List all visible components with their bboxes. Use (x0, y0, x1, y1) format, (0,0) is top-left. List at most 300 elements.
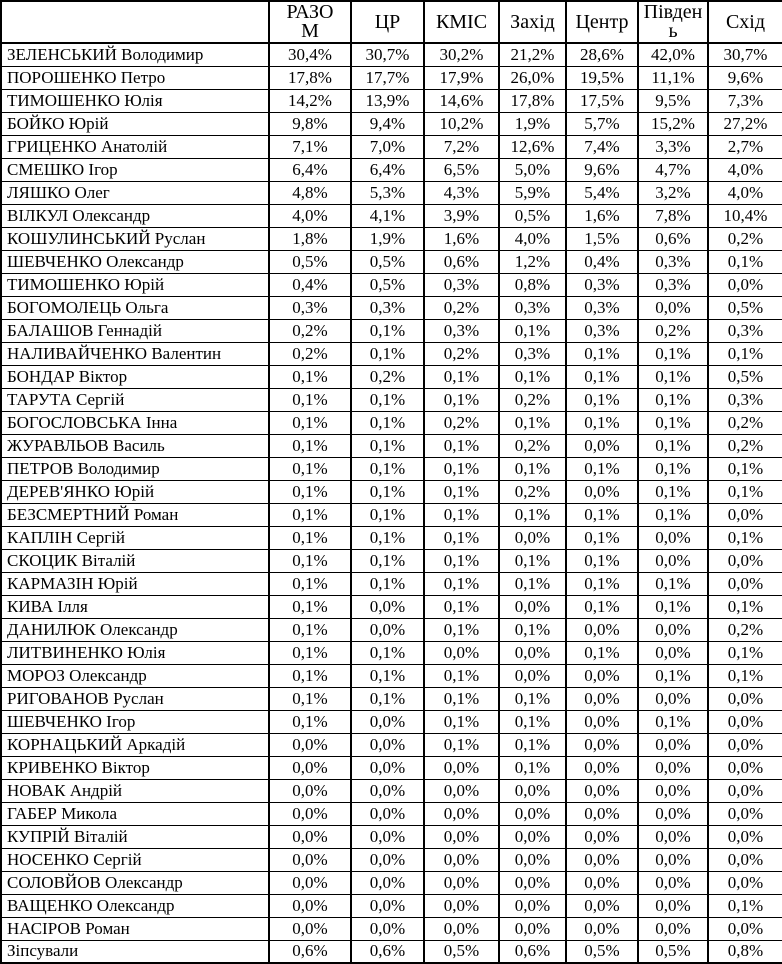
column-header-pivden (638, 1, 708, 43)
value-cell: 0,0% (424, 802, 499, 825)
value-cell: 0,1% (499, 549, 566, 572)
value-cell: 0,1% (638, 664, 708, 687)
row-label-cell: НОСЕНКО Сергій (1, 848, 269, 871)
value-cell: 5,7% (566, 112, 638, 135)
value-cell: 21,2% (499, 43, 566, 66)
table-row (1, 43, 782, 66)
row-label-cell: ВІЛКУЛ Олександр (1, 204, 269, 227)
value-cell: 0,0% (351, 894, 424, 917)
value-cell: 0,5% (351, 273, 424, 296)
row-label-cell: ЖУРАВЛЬОВ Василь (1, 434, 269, 457)
value-cell: 0,0% (499, 595, 566, 618)
header-row (1, 1, 782, 43)
table-row (1, 181, 782, 204)
table-row (1, 250, 782, 273)
value-cell: 0,1% (566, 457, 638, 480)
table-row (1, 273, 782, 296)
value-cell: 0,1% (269, 687, 351, 710)
value-cell: 0,0% (351, 733, 424, 756)
value-cell: 7,2% (424, 135, 499, 158)
value-cell: 0,0% (638, 871, 708, 894)
value-cell: 0,1% (351, 549, 424, 572)
row-label-cell: ДАНИЛЮК Олександр (1, 618, 269, 641)
value-cell: 0,1% (424, 365, 499, 388)
value-cell: 0,0% (499, 526, 566, 549)
value-cell: 27,2% (708, 112, 782, 135)
value-cell: 0,0% (708, 917, 782, 940)
value-cell: 0,0% (269, 848, 351, 871)
value-cell: 0,0% (638, 779, 708, 802)
value-cell: 17,8% (269, 66, 351, 89)
value-cell: 0,1% (351, 342, 424, 365)
value-cell: 4,0% (269, 204, 351, 227)
value-cell: 0,1% (566, 365, 638, 388)
value-cell: 0,0% (269, 894, 351, 917)
value-cell: 0,4% (566, 250, 638, 273)
row-label-cell: НОВАК Андрій (1, 779, 269, 802)
value-cell: 4,1% (351, 204, 424, 227)
value-cell: 0,6% (351, 940, 424, 963)
value-cell: 0,1% (351, 572, 424, 595)
value-cell: 0,1% (351, 503, 424, 526)
row-label-cell: ДЕРЕВ'ЯНКО Юрій (1, 480, 269, 503)
table-row (1, 871, 782, 894)
value-cell: 0,0% (638, 733, 708, 756)
value-cell: 0,6% (499, 940, 566, 963)
row-label-cell: КАПЛІН Сергій (1, 526, 269, 549)
column-header-zakhid (499, 1, 566, 43)
value-cell: 0,1% (269, 641, 351, 664)
table-row (1, 710, 782, 733)
value-cell: 0,0% (269, 871, 351, 894)
column-header-label: Схід (725, 10, 766, 33)
value-cell: 0,1% (499, 687, 566, 710)
table-row (1, 135, 782, 158)
value-cell: 1,6% (424, 227, 499, 250)
value-cell: 0,3% (424, 273, 499, 296)
row-label-cell: БОГОМОЛЕЦЬ Ольга (1, 296, 269, 319)
value-cell: 0,2% (424, 411, 499, 434)
table-row (1, 365, 782, 388)
row-label-cell: БЕЗСМЕРТНИЙ Роман (1, 503, 269, 526)
table-row (1, 779, 782, 802)
value-cell: 1,6% (566, 204, 638, 227)
value-cell: 0,1% (499, 411, 566, 434)
value-cell: 28,6% (566, 43, 638, 66)
table-row (1, 158, 782, 181)
value-cell: 0,5% (424, 940, 499, 963)
value-cell: 0,0% (638, 756, 708, 779)
value-cell: 0,1% (424, 526, 499, 549)
value-cell: 0,0% (499, 848, 566, 871)
value-cell: 3,2% (638, 181, 708, 204)
value-cell: 12,6% (499, 135, 566, 158)
value-cell: 0,1% (424, 595, 499, 618)
row-label-cell: ШЕВЧЕНКО Олександр (1, 250, 269, 273)
table-row (1, 89, 782, 112)
column-header-tsentr (566, 1, 638, 43)
table-row (1, 480, 782, 503)
row-label-cell: ТАРУТА Сергій (1, 388, 269, 411)
value-cell: 7,8% (638, 204, 708, 227)
value-cell: 0,0% (566, 848, 638, 871)
value-cell: 0,0% (351, 595, 424, 618)
value-cell: 0,0% (566, 480, 638, 503)
value-cell: 0,1% (269, 618, 351, 641)
value-cell: 0,1% (269, 480, 351, 503)
value-cell: 17,7% (351, 66, 424, 89)
value-cell: 13,9% (351, 89, 424, 112)
value-cell: 0,3% (708, 319, 782, 342)
value-cell: 0,1% (638, 388, 708, 411)
row-label-cell: ГРИЦЕНКО Анатолій (1, 135, 269, 158)
row-label-cell: КИВА Ілля (1, 595, 269, 618)
value-cell: 0,0% (351, 756, 424, 779)
value-cell: 0,1% (499, 503, 566, 526)
value-cell: 0,0% (269, 756, 351, 779)
value-cell: 0,0% (638, 917, 708, 940)
value-cell: 1,9% (499, 112, 566, 135)
value-cell: 1,8% (269, 227, 351, 250)
value-cell: 0,1% (269, 365, 351, 388)
value-cell: 0,0% (708, 273, 782, 296)
value-cell: 0,2% (499, 480, 566, 503)
value-cell: 0,0% (499, 641, 566, 664)
corner-cell (1, 1, 269, 43)
value-cell: 0,1% (566, 342, 638, 365)
column-header-cr (351, 1, 424, 43)
value-cell: 0,1% (708, 342, 782, 365)
value-cell: 0,1% (351, 434, 424, 457)
value-cell: 17,9% (424, 66, 499, 89)
row-label-cell: ПЕТРОВ Володимир (1, 457, 269, 480)
value-cell: 0,1% (424, 687, 499, 710)
value-cell: 0,1% (424, 733, 499, 756)
value-cell: 4,0% (499, 227, 566, 250)
value-cell: 0,1% (566, 641, 638, 664)
table-row (1, 894, 782, 917)
value-cell: 0,0% (566, 664, 638, 687)
table-row (1, 204, 782, 227)
value-cell: 0,1% (638, 572, 708, 595)
value-cell: 0,8% (499, 273, 566, 296)
value-cell: 9,6% (566, 158, 638, 181)
row-label-cell: КАРМАЗІН Юрій (1, 572, 269, 595)
value-cell: 0,2% (499, 388, 566, 411)
value-cell: 0,1% (269, 434, 351, 457)
value-cell: 0,5% (499, 204, 566, 227)
row-label-cell: СКОЦИК Віталій (1, 549, 269, 572)
table-row (1, 319, 782, 342)
value-cell: 0,2% (424, 342, 499, 365)
value-cell: 0,0% (269, 779, 351, 802)
value-cell: 0,0% (499, 917, 566, 940)
value-cell: 0,0% (566, 618, 638, 641)
value-cell: 9,5% (638, 89, 708, 112)
row-label-cell: ШЕВЧЕНКО Ігор (1, 710, 269, 733)
value-cell: 5,3% (351, 181, 424, 204)
row-label-cell: НАСІРОВ Роман (1, 917, 269, 940)
value-cell: 0,1% (351, 319, 424, 342)
value-cell: 0,1% (351, 411, 424, 434)
value-cell: 0,0% (351, 848, 424, 871)
value-cell: 0,3% (638, 250, 708, 273)
value-cell: 0,1% (638, 342, 708, 365)
table-row (1, 388, 782, 411)
value-cell: 0,3% (351, 296, 424, 319)
value-cell: 0,0% (351, 917, 424, 940)
value-cell: 0,0% (566, 894, 638, 917)
row-label-cell: КОШУЛИНСЬКИЙ Руслан (1, 227, 269, 250)
value-cell: 0,0% (708, 871, 782, 894)
value-cell: 9,6% (708, 66, 782, 89)
table-row (1, 434, 782, 457)
value-cell: 0,0% (708, 503, 782, 526)
value-cell: 0,0% (708, 710, 782, 733)
value-cell: 0,1% (708, 457, 782, 480)
value-cell: 0,0% (269, 733, 351, 756)
value-cell: 0,1% (566, 526, 638, 549)
value-cell: 0,0% (566, 756, 638, 779)
value-cell: 0,0% (638, 549, 708, 572)
column-header-label: КМІС (435, 10, 488, 33)
value-cell: 0,1% (708, 595, 782, 618)
value-cell: 6,4% (269, 158, 351, 181)
value-cell: 0,3% (566, 319, 638, 342)
row-label-cell: ГАБЕР Микола (1, 802, 269, 825)
value-cell: 0,0% (424, 917, 499, 940)
value-cell: 0,0% (638, 641, 708, 664)
value-cell: 0,1% (708, 480, 782, 503)
value-cell: 0,1% (708, 641, 782, 664)
value-cell: 17,5% (566, 89, 638, 112)
value-cell: 0,0% (269, 917, 351, 940)
value-cell: 0,3% (499, 342, 566, 365)
table-row (1, 664, 782, 687)
value-cell: 0,0% (566, 733, 638, 756)
value-cell: 0,0% (708, 848, 782, 871)
value-cell: 0,1% (499, 365, 566, 388)
value-cell: 0,1% (566, 549, 638, 572)
table-row (1, 572, 782, 595)
row-label-cell: БОНДАР Віктор (1, 365, 269, 388)
value-cell: 0,3% (424, 319, 499, 342)
value-cell: 0,1% (424, 434, 499, 457)
value-cell: 42,0% (638, 43, 708, 66)
row-label-cell: РИГОВАНОВ Руслан (1, 687, 269, 710)
value-cell: 0,2% (499, 434, 566, 457)
value-cell: 4,0% (708, 181, 782, 204)
value-cell: 0,4% (269, 273, 351, 296)
value-cell: 0,1% (424, 572, 499, 595)
column-header-label-line2: ь (668, 20, 678, 42)
table-row (1, 756, 782, 779)
value-cell: 0,0% (499, 779, 566, 802)
value-cell: 4,3% (424, 181, 499, 204)
table-row (1, 733, 782, 756)
row-label-cell: ТИМОШЕНКО Юлія (1, 89, 269, 112)
value-cell: 0,5% (708, 296, 782, 319)
value-cell: 15,2% (638, 112, 708, 135)
column-header-skhid (708, 1, 782, 43)
value-cell: 0,3% (566, 273, 638, 296)
row-label-cell: ВАЩЕНКО Олександр (1, 894, 269, 917)
value-cell: 10,2% (424, 112, 499, 135)
table-row (1, 549, 782, 572)
value-cell: 0,0% (566, 825, 638, 848)
value-cell: 0,1% (424, 664, 499, 687)
value-cell: 4,7% (638, 158, 708, 181)
value-cell: 0,0% (638, 848, 708, 871)
value-cell: 0,1% (708, 664, 782, 687)
table-row (1, 848, 782, 871)
value-cell: 0,0% (499, 894, 566, 917)
value-cell: 0,1% (708, 526, 782, 549)
value-cell: 0,0% (638, 618, 708, 641)
value-cell: 0,1% (566, 572, 638, 595)
row-label-cell: ЛЯШКО Олег (1, 181, 269, 204)
value-cell: 0,1% (424, 457, 499, 480)
row-label-cell: ПОРОШЕНКО Петро (1, 66, 269, 89)
row-label-cell: БАЛАШОВ Геннадій (1, 319, 269, 342)
value-cell: 0,0% (424, 894, 499, 917)
value-cell: 7,0% (351, 135, 424, 158)
value-cell: 0,1% (566, 388, 638, 411)
value-cell: 0,1% (424, 549, 499, 572)
value-cell: 14,6% (424, 89, 499, 112)
value-cell: 0,1% (424, 503, 499, 526)
row-label-cell: МОРОЗ Олександр (1, 664, 269, 687)
value-cell: 0,0% (424, 848, 499, 871)
value-cell: 0,5% (708, 365, 782, 388)
value-cell: 30,2% (424, 43, 499, 66)
value-cell: 0,0% (708, 687, 782, 710)
value-cell: 0,1% (269, 549, 351, 572)
value-cell: 0,1% (269, 526, 351, 549)
value-cell: 0,1% (638, 503, 708, 526)
value-cell: 0,2% (708, 227, 782, 250)
table-row (1, 917, 782, 940)
table-row (1, 687, 782, 710)
value-cell: 0,5% (269, 250, 351, 273)
value-cell: 5,9% (499, 181, 566, 204)
value-cell: 0,3% (499, 296, 566, 319)
table-row (1, 112, 782, 135)
value-cell: 10,4% (708, 204, 782, 227)
value-cell: 0,5% (351, 250, 424, 273)
value-cell: 0,1% (424, 480, 499, 503)
table-row (1, 66, 782, 89)
value-cell: 0,2% (269, 342, 351, 365)
table-row (1, 503, 782, 526)
value-cell: 0,0% (566, 710, 638, 733)
value-cell: 0,1% (351, 664, 424, 687)
value-cell: 2,7% (708, 135, 782, 158)
row-label-cell: ТИМОШЕНКО Юрій (1, 273, 269, 296)
value-cell: 26,0% (499, 66, 566, 89)
value-cell: 0,0% (708, 825, 782, 848)
value-cell: 0,1% (269, 503, 351, 526)
value-cell: 0,2% (269, 319, 351, 342)
value-cell: 0,0% (638, 687, 708, 710)
value-cell: 0,1% (424, 388, 499, 411)
value-cell: 0,5% (566, 940, 638, 963)
table-body (1, 43, 782, 963)
value-cell: 0,0% (566, 917, 638, 940)
table-row (1, 227, 782, 250)
row-label-cell: ЗЕЛЕНСЬКИЙ Володимир (1, 43, 269, 66)
value-cell: 0,0% (566, 802, 638, 825)
value-cell: 0,0% (708, 779, 782, 802)
value-cell: 0,0% (351, 825, 424, 848)
value-cell: 0,2% (708, 434, 782, 457)
value-cell: 0,8% (708, 940, 782, 963)
column-header-label: Центр (575, 10, 629, 33)
value-cell: 5,0% (499, 158, 566, 181)
value-cell: 0,1% (638, 710, 708, 733)
value-cell: 0,1% (708, 250, 782, 273)
value-cell: 0,0% (351, 802, 424, 825)
row-label-cell: ЛИТВИНЕНКО Юлія (1, 641, 269, 664)
value-cell: 0,0% (269, 825, 351, 848)
table-row (1, 825, 782, 848)
value-cell: 0,0% (708, 802, 782, 825)
value-cell: 0,6% (638, 227, 708, 250)
value-cell: 0,0% (638, 526, 708, 549)
column-header-label: Захід (510, 10, 555, 33)
value-cell: 0,1% (269, 388, 351, 411)
value-cell: 0,5% (638, 940, 708, 963)
value-cell: 0,2% (708, 618, 782, 641)
value-cell: 0,1% (351, 687, 424, 710)
value-cell: 1,2% (499, 250, 566, 273)
value-cell: 0,0% (638, 825, 708, 848)
value-cell: 0,1% (566, 503, 638, 526)
value-cell: 0,1% (351, 457, 424, 480)
value-cell: 0,1% (499, 733, 566, 756)
value-cell: 0,1% (269, 664, 351, 687)
value-cell: 30,7% (708, 43, 782, 66)
value-cell: 0,0% (638, 802, 708, 825)
value-cell: 0,0% (351, 710, 424, 733)
value-cell: 0,0% (351, 779, 424, 802)
value-cell: 0,0% (566, 434, 638, 457)
value-cell: 6,4% (351, 158, 424, 181)
value-cell: 7,1% (269, 135, 351, 158)
value-cell: 0,1% (638, 411, 708, 434)
row-label-cell: КУПРІЙ Віталій (1, 825, 269, 848)
value-cell: 14,2% (269, 89, 351, 112)
value-cell: 0,2% (424, 296, 499, 319)
value-cell: 0,1% (499, 618, 566, 641)
column-header-label: ЦР (374, 10, 401, 33)
column-header-label-line2: М (301, 20, 319, 42)
row-label-cell: БОГОСЛОВСЬКА Інна (1, 411, 269, 434)
table-row (1, 802, 782, 825)
value-cell: 0,6% (269, 940, 351, 963)
value-cell: 0,0% (269, 802, 351, 825)
value-cell: 0,1% (638, 595, 708, 618)
value-cell: 0,1% (351, 526, 424, 549)
value-cell: 0,1% (351, 388, 424, 411)
value-cell: 0,0% (708, 572, 782, 595)
value-cell: 0,1% (638, 365, 708, 388)
row-label-cell: КОРНАЦЬКИЙ Аркадій (1, 733, 269, 756)
row-label-cell: БОЙКО Юрій (1, 112, 269, 135)
value-cell: 0,1% (269, 595, 351, 618)
value-cell: 0,1% (566, 411, 638, 434)
value-cell: 0,0% (424, 871, 499, 894)
